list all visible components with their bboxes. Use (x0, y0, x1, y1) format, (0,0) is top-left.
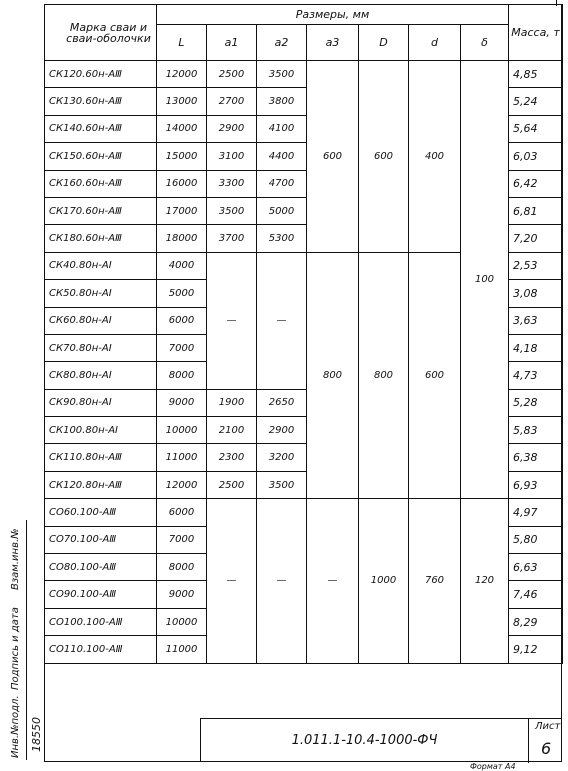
inv-podl-value: 18550 (30, 717, 43, 752)
pile-mass: 6,42 (509, 170, 563, 197)
size-a2: 5000 (257, 197, 307, 224)
pile-mass: 4,85 (509, 61, 563, 88)
length-L: 8000 (157, 554, 207, 581)
pile-mass: 4,97 (509, 499, 563, 526)
table-row (45, 61, 563, 88)
length-L: 10000 (157, 417, 207, 444)
pile-mass: 6,93 (509, 471, 563, 498)
pile-mark: СО60.100-АⅢ (45, 499, 157, 526)
size-a1: 2300 (207, 444, 257, 471)
size-a1: 3100 (207, 143, 257, 170)
size-a2: 2900 (257, 417, 307, 444)
pile-mark: СК70.80н-АⅠ (45, 334, 157, 361)
title-block (200, 718, 562, 762)
pile-mass: 5,24 (509, 88, 563, 115)
length-L: 12000 (157, 471, 207, 498)
header-mass: Масса, т (509, 5, 563, 61)
pile-mass: 7,46 (509, 581, 563, 608)
size-D: 800 (359, 252, 409, 499)
pile-mark: СК50.80н-АⅠ (45, 280, 157, 307)
header-col-a3: a3 (307, 25, 359, 61)
length-L: 16000 (157, 170, 207, 197)
length-L: 14000 (157, 115, 207, 142)
size-a1: 3300 (207, 170, 257, 197)
size-d: 760 (409, 499, 461, 663)
signature-label: Подпись и дата (10, 607, 21, 690)
header-mark: Марка сваи и сваи-оболочки (45, 5, 157, 61)
side-col-labels (8, 520, 27, 760)
size-a2: 5300 (257, 225, 307, 252)
pile-mark: СК180.60н-АⅢ (45, 225, 157, 252)
pile-mark: СК120.80н-АⅢ (45, 471, 157, 498)
size-a1: 1900 (207, 389, 257, 416)
pile-mark: СК100.80н-АⅠ (45, 417, 157, 444)
vzam-label: Взам.инв.№ (10, 528, 21, 590)
pile-mass: 6,63 (509, 554, 563, 581)
size-a2: 4700 (257, 170, 307, 197)
length-L: 11000 (157, 444, 207, 471)
header-col-D: D (359, 25, 409, 61)
length-L: 7000 (157, 526, 207, 553)
sheet-number: 6 (541, 739, 552, 758)
size-a1-dash: — (207, 252, 257, 389)
length-L: 11000 (157, 636, 207, 663)
pile-mass: 6,81 (509, 197, 563, 224)
pile-mark: СО90.100-АⅢ (45, 581, 157, 608)
pile-mark: СК150.60н-АⅢ (45, 143, 157, 170)
length-L: 15000 (157, 143, 207, 170)
side-stamp (8, 520, 44, 760)
size-a2: 4400 (257, 143, 307, 170)
size-a2: 3200 (257, 444, 307, 471)
length-L: 6000 (157, 307, 207, 334)
length-L: 13000 (157, 88, 207, 115)
pile-mark: СК160.60н-АⅢ (45, 170, 157, 197)
length-L: 17000 (157, 197, 207, 224)
pile-mass: 5,83 (509, 417, 563, 444)
size-delta: 100 (461, 61, 509, 499)
size-a2-dash: — (257, 252, 307, 389)
pile-mark: СО110.100-АⅢ (45, 636, 157, 663)
pile-mark: СК140.60н-АⅢ (45, 115, 157, 142)
size-a1: 2100 (207, 417, 257, 444)
header-col-delta: δ (461, 25, 509, 61)
size-a1: 2700 (207, 88, 257, 115)
length-L: 12000 (157, 61, 207, 88)
table-row (45, 499, 563, 526)
inv-podl-label: Инв.№подл. (10, 695, 21, 758)
size-a2: 3500 (257, 61, 307, 88)
header-col-L: L (157, 25, 207, 61)
pile-mark: СО80.100-АⅢ (45, 554, 157, 581)
pile-mark: СК120.60н-АⅢ (45, 61, 157, 88)
length-L: 9000 (157, 581, 207, 608)
size-a1: 2500 (207, 471, 257, 498)
size-a1: 3500 (207, 197, 257, 224)
size-D: 1000 (359, 499, 409, 663)
length-L: 9000 (157, 389, 207, 416)
pile-mark: СК40.80н-АⅠ (45, 252, 157, 279)
format-label: Формат А4 (470, 762, 516, 771)
document-code: 1.011.1-10.4-1000-ФЧ (201, 719, 529, 763)
pile-mass: 9,12 (509, 636, 563, 663)
header-col-a1: a1 (207, 25, 257, 61)
size-d: 600 (409, 252, 461, 499)
pile-mass: 4,73 (509, 362, 563, 389)
pile-mark: СК60.80н-АⅠ (45, 307, 157, 334)
pile-mass: 5,80 (509, 526, 563, 553)
sheet-label: Лист (535, 721, 561, 732)
size-a1: 3700 (207, 225, 257, 252)
pile-mass: 8,29 (509, 608, 563, 635)
size-delta: 120 (461, 499, 509, 663)
size-a2: 4100 (257, 115, 307, 142)
pile-mass: 5,28 (509, 389, 563, 416)
size-a1: 2500 (207, 61, 257, 88)
size-a2: 3800 (257, 88, 307, 115)
size-a1-dash: — (207, 499, 257, 663)
size-d: 400 (409, 61, 461, 253)
length-L: 4000 (157, 252, 207, 279)
pile-mass: 6,03 (509, 143, 563, 170)
pile-mark: СК90.80н-АⅠ (45, 389, 157, 416)
header-col-d: d (409, 25, 461, 61)
side-col-values (26, 520, 45, 760)
pile-mark: СК80.80н-АⅠ (45, 362, 157, 389)
length-L: 7000 (157, 334, 207, 361)
pile-mark: СО100.100-АⅢ (45, 608, 157, 635)
pile-mark: СК170.60н-АⅢ (45, 197, 157, 224)
pile-mass: 6,38 (509, 444, 563, 471)
length-L: 6000 (157, 499, 207, 526)
pile-mark: СК130.60н-АⅢ (45, 88, 157, 115)
size-D: 600 (359, 61, 409, 253)
size-a1: 2900 (207, 115, 257, 142)
header-col-a2: a2 (257, 25, 307, 61)
pile-mass: 5,64 (509, 115, 563, 142)
length-L: 5000 (157, 280, 207, 307)
pile-mass: 4,18 (509, 334, 563, 361)
pile-mass: 7,20 (509, 225, 563, 252)
pile-mass: 3,08 (509, 280, 563, 307)
length-L: 10000 (157, 608, 207, 635)
pile-mass: 3,63 (509, 307, 563, 334)
size-a3: 800 (307, 252, 359, 499)
length-L: 8000 (157, 362, 207, 389)
length-L: 18000 (157, 225, 207, 252)
pile-mark: СО70.100-АⅢ (45, 526, 157, 553)
header-sizes: Размеры, мм (157, 5, 509, 25)
size-a2: 2650 (257, 389, 307, 416)
size-a2: 3500 (257, 471, 307, 498)
pile-spec-table (44, 4, 563, 664)
size-a2-dash: — (257, 499, 307, 663)
size-a3: — (307, 499, 359, 663)
pile-mark: СК110.80н-АⅢ (45, 444, 157, 471)
size-a3: 600 (307, 61, 359, 253)
pile-mass: 2,53 (509, 252, 563, 279)
